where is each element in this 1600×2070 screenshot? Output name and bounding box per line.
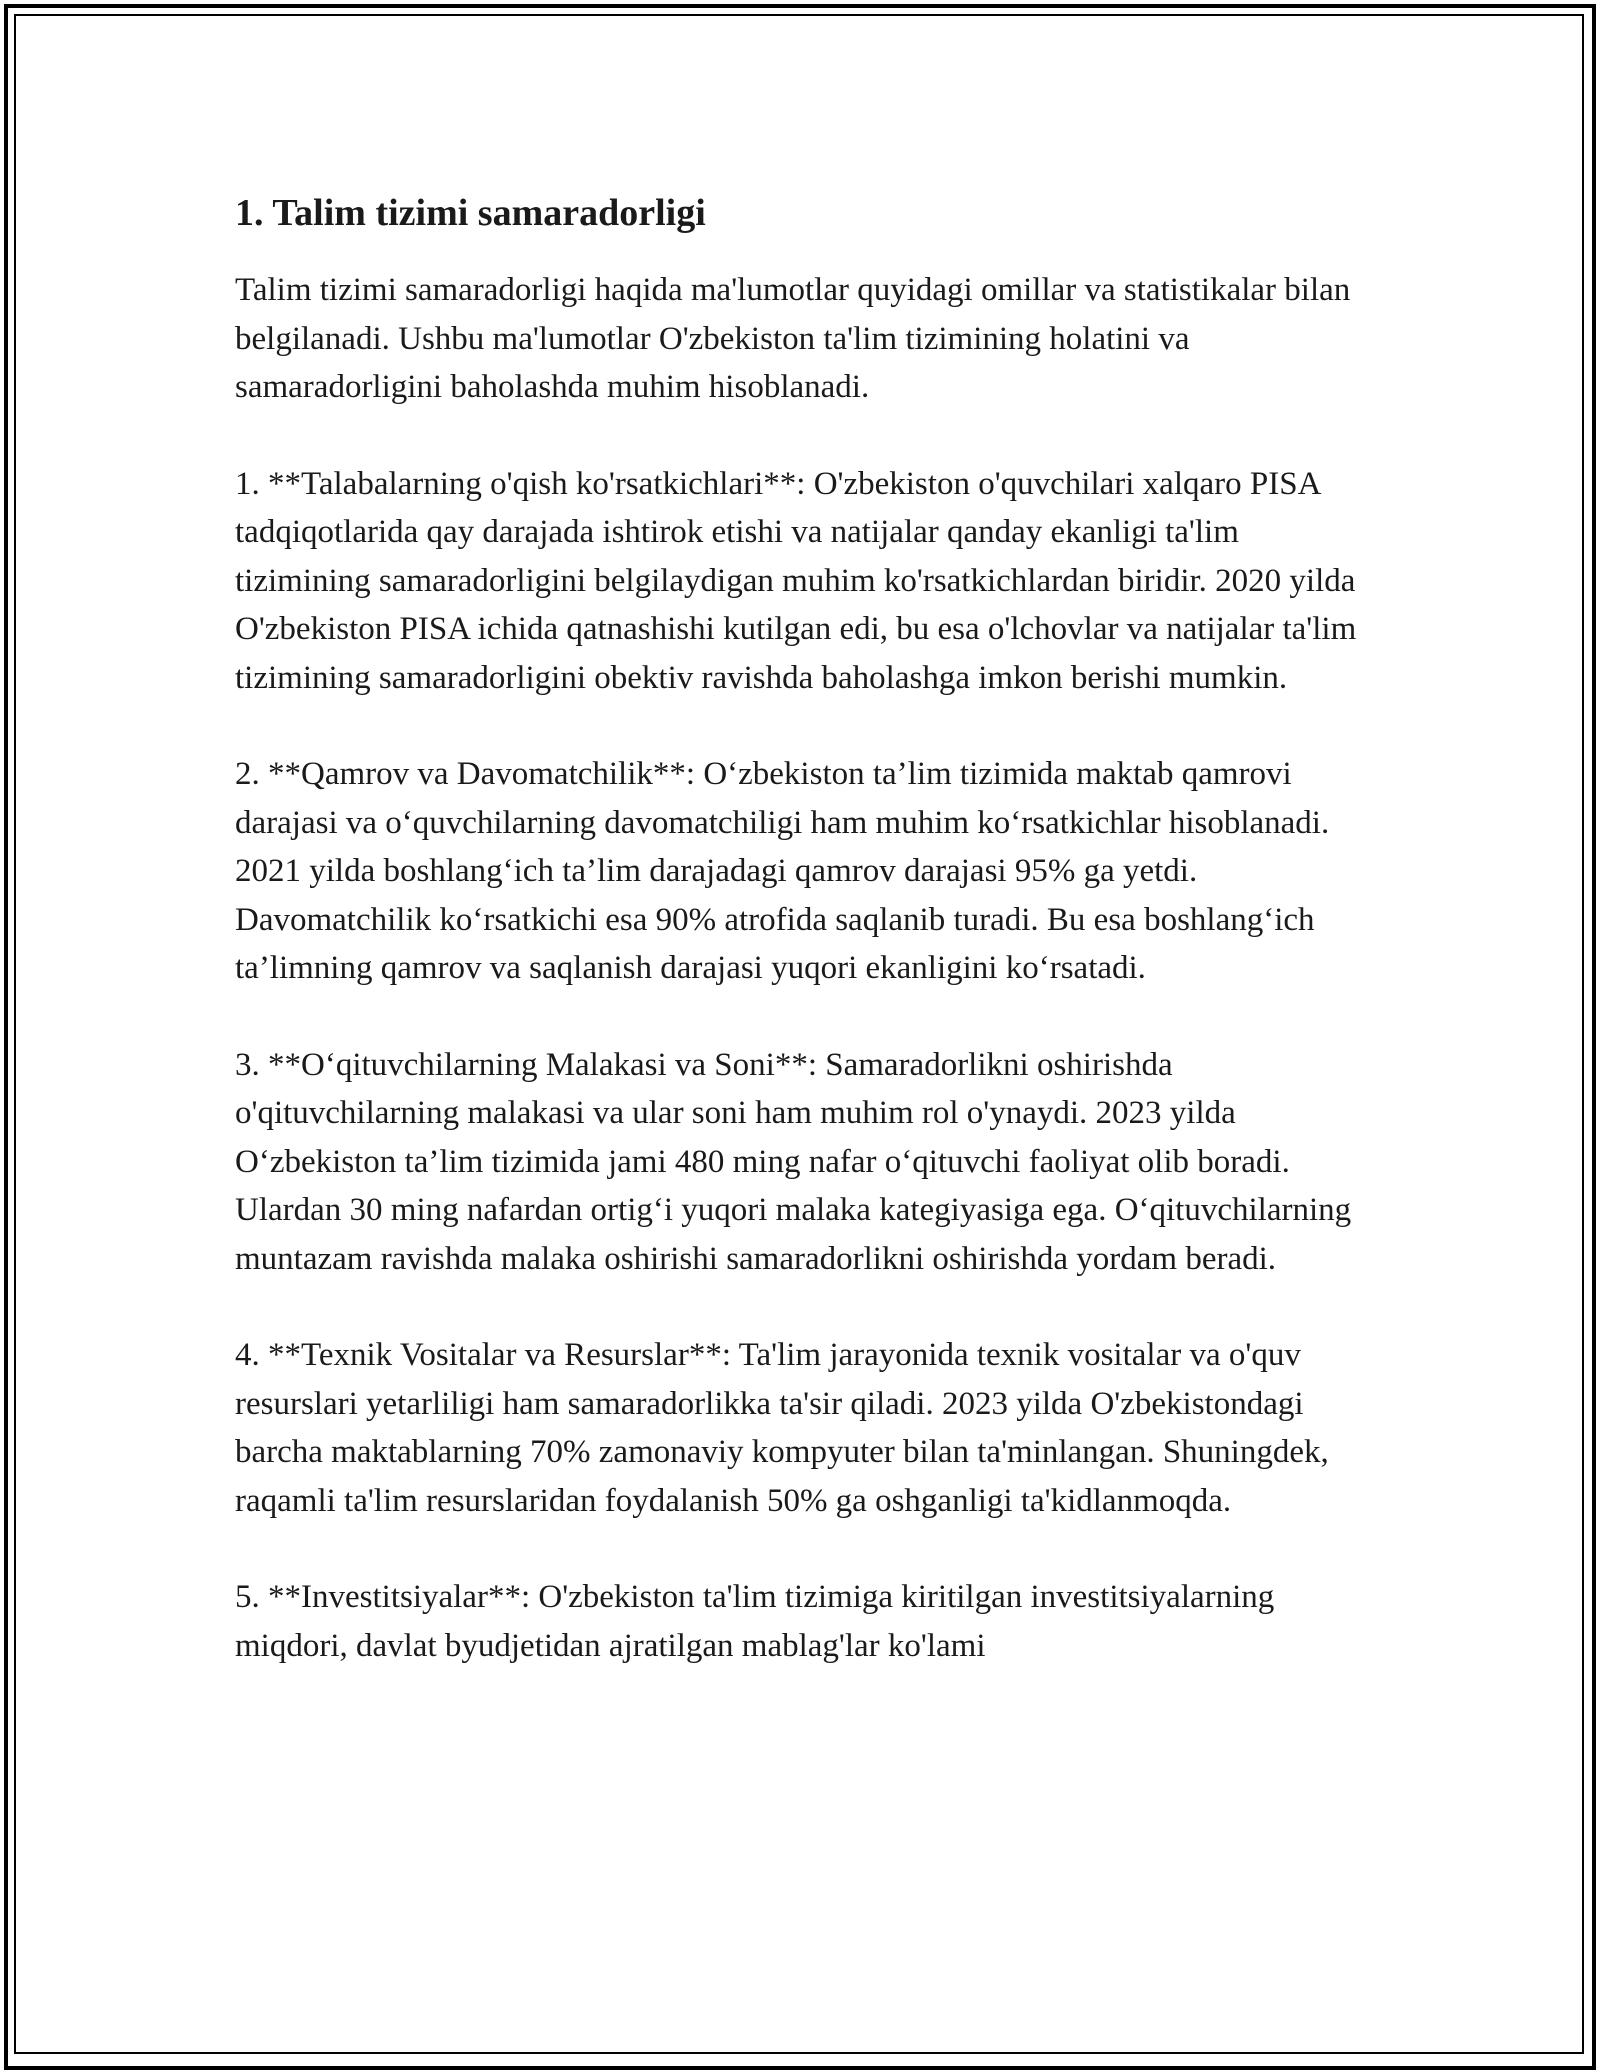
- paragraph-2-coverage-attendance: 2. **Qamrov va Davomatchilik**: O‘zbekiston ta’lim tizimida maktab qamrovi darajasi va o‘quvchilarning davomatchiligi ham muhim ko‘rsatkichlar hisoblanadi. 2021 yilda boshlang‘ich ta’lim darajadagi qamrov darajasi 95% ga yetdi. Davomatchilik ko‘rsatkichi esa 90% atrofida saqlanib turadi. Bu esa boshlang‘ich ta’limning qamrov va saqlanish darajasi yuqori ekanligini ko‘rsatadi.: [235, 756, 1330, 986]
- intro-paragraph: Talim tizimi samaradorligi haqida ma'lumotlar quyidagi omillar va statistikalar bilan belgilanadi. Ushbu ma'lumotlar O'zbekiston ta'lim tizimining holatini va samaradorligini baholashda muhim hisoblanadi.: [235, 272, 1351, 405]
- paragraph-1-student-performance: 1. **Talabalarning o'qish ko'rsatkichlari**: O'zbekiston o'quvchilari xalqaro PISA tadqiqotlarida qay darajada ishtirok etishi va natijalar qanday ekanligi ta'lim tizimining samaradorligini belgilaydigan muhim ko'rsatkichlardan biridir. 2020 yilda O'zbekiston PISA ichida qatnashishi kutilgan edi, bu esa o'lchovlar va natijalar ta'lim tizimining samaradorligini obektiv ravishda baholashga imkon berishi mumkin.: [235, 465, 1357, 696]
- paragraph-5-investments: 5. **Investitsiyalar**: O'zbekiston ta'lim tizimiga kiritilgan investitsiyalarning miqdori, davlat byudjetidan ajratilgan mablag'lar ko'lami: [235, 1579, 1275, 1664]
- document-title: 1. Talim tizimi samaradorligi: [235, 192, 706, 234]
- paragraph-3-teachers: 3. **O‘qituvchilarning Malakasi va Soni**: Samaradorlikni oshirishda o'qituvchilarning malakasi va ular soni ham muhim rol o'ynaydi. 2023 yilda O‘zbekiston ta’lim tizimida jami 480 ming nafar o‘qituvchi faoliyat olib boradi. Ulardan 30 ming nafardan ortig‘i yuqori malaka kategiyasiga ega. O‘qituvchilarning muntazam ravishda malaka oshirishi samaradorlikni oshirishda yordam beradi.: [235, 1046, 1352, 1277]
- document-body: [235, 186, 1375, 1670]
- paragraph-4-technical-resources: 4. **Texnik Vositalar va Resurslar**: Ta'lim jarayonida texnik vositalar va o'quv resurslari yetarliligi ham samaradorlikka ta'sir qiladi. 2023 yilda O'zbekistondagi barcha maktablarning 70% zamonaviy kompyuter bilan ta'minlangan. Shuningdek, raqamli ta'lim resurslaridan foydalanish 50% ga oshganligi ta'kidlanmoqda.: [235, 1337, 1329, 1519]
